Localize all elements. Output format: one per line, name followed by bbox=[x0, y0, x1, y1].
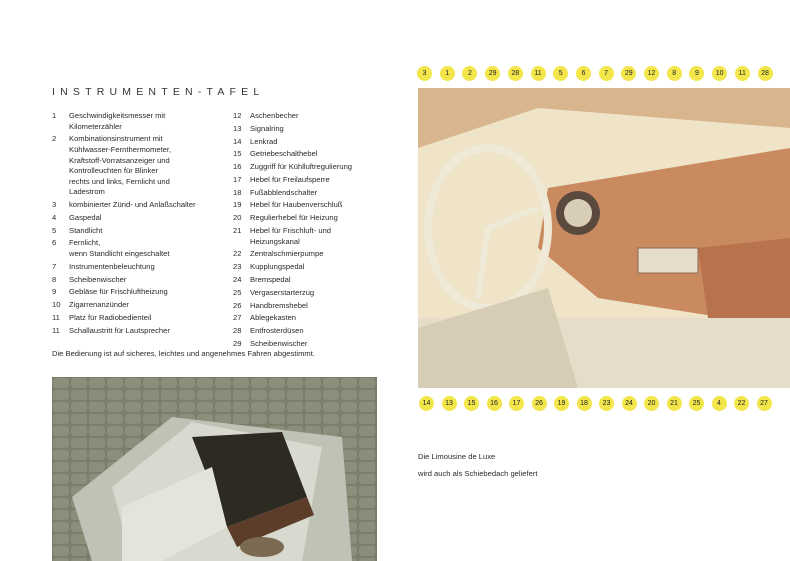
legend-text: Lenkrad bbox=[250, 136, 278, 146]
legend-number: 22 bbox=[233, 249, 242, 259]
legend-text: Signalring bbox=[250, 123, 284, 133]
callout-number: 15 bbox=[464, 396, 479, 411]
legend-number: 9 bbox=[52, 287, 57, 297]
legend-number: 26 bbox=[233, 300, 242, 310]
legend-number: 1 bbox=[52, 111, 57, 120]
legend-text: Aschenbecher bbox=[250, 111, 299, 120]
legend-number: 28 bbox=[233, 326, 242, 336]
callout-number: 8 bbox=[667, 66, 682, 81]
legend-item bbox=[52, 213, 232, 224]
callout-number: 9 bbox=[689, 66, 704, 81]
legend-number: 13 bbox=[233, 123, 242, 133]
legend-number: 17 bbox=[233, 174, 242, 184]
callout-number: 27 bbox=[757, 396, 772, 411]
legend-number: 15 bbox=[233, 149, 242, 159]
callout-number: 11 bbox=[531, 66, 546, 81]
legend-item bbox=[52, 226, 232, 237]
legend-number: 20 bbox=[233, 213, 242, 223]
legend-number: 6 bbox=[52, 238, 57, 248]
legend-text: Handbremshebel bbox=[250, 300, 308, 310]
legend-text: Instrumentenbeleuchtung bbox=[69, 261, 155, 271]
callout-number: 17 bbox=[509, 396, 524, 411]
legend-item bbox=[233, 213, 403, 224]
legend-item bbox=[52, 111, 232, 132]
legend-number: 19 bbox=[233, 200, 242, 210]
legend-number: 8 bbox=[52, 274, 57, 284]
callout-number: 18 bbox=[577, 396, 592, 411]
callout-number: 28 bbox=[508, 66, 523, 81]
legend-item bbox=[52, 238, 232, 259]
legend-item bbox=[52, 326, 232, 337]
callout-number: 14 bbox=[419, 396, 434, 411]
legend-number: 18 bbox=[233, 187, 242, 197]
legend-item bbox=[52, 287, 232, 298]
caption-line-1: Die Limousine de Luxe bbox=[418, 452, 496, 461]
legend-item bbox=[233, 124, 403, 135]
legend-number: 14 bbox=[233, 136, 242, 146]
callout-number: 1 bbox=[440, 66, 455, 81]
legend-item bbox=[233, 226, 403, 247]
legend-left-column bbox=[52, 111, 232, 339]
legend-item bbox=[233, 249, 403, 260]
caption-line-2: wird auch als Schiebedach geliefert bbox=[418, 469, 538, 478]
legend-item bbox=[52, 300, 232, 311]
callout-number: 29 bbox=[485, 66, 500, 81]
legend-text: Gaspedal bbox=[69, 212, 102, 222]
callout-number: 21 bbox=[667, 396, 682, 411]
car-sunroof-photo bbox=[52, 377, 377, 561]
legend-text: Standlicht bbox=[69, 225, 103, 235]
legend-item bbox=[233, 288, 403, 299]
legend-item bbox=[233, 188, 403, 199]
legend-text: Fußabblendschalter bbox=[250, 187, 318, 197]
legend-item bbox=[233, 262, 403, 273]
callout-number: 25 bbox=[689, 396, 704, 411]
legend-number: 25 bbox=[233, 287, 242, 297]
legend-text: Kombinationsinstrument mit Kühlwasser-Fernthermometer, Kraftstoff-Vorratsanzeiger und Kontrolleuchten für Blinker rechts und links, Fernlicht und Ladestrom bbox=[69, 134, 172, 197]
legend-item bbox=[233, 175, 403, 186]
callout-number: 24 bbox=[622, 396, 637, 411]
callout-number: 7 bbox=[599, 66, 614, 81]
legend-number: 11 bbox=[52, 325, 60, 335]
legend-text: Platz für Radiobedienteil bbox=[69, 312, 152, 322]
legend-item bbox=[233, 137, 403, 148]
legend-number: 27 bbox=[233, 313, 242, 323]
callout-number: 6 bbox=[576, 66, 591, 81]
callout-number: 26 bbox=[532, 396, 547, 411]
legend-right-column bbox=[233, 111, 403, 352]
callout-number: 12 bbox=[644, 66, 659, 81]
dashboard-photo bbox=[418, 88, 790, 388]
legend-item bbox=[233, 313, 403, 324]
legend-number: 23 bbox=[233, 262, 242, 272]
legend-item bbox=[233, 339, 403, 350]
legend-text: Geschwindigkeitsmesser mit Kilometerzähler bbox=[69, 111, 166, 131]
legend-item bbox=[233, 111, 403, 122]
callout-number: 19 bbox=[554, 396, 569, 411]
legend-item bbox=[52, 313, 232, 324]
legend-number: 24 bbox=[233, 274, 242, 284]
legend-text: Getriebeschalthebel bbox=[250, 149, 318, 159]
callout-number: 11 bbox=[735, 66, 750, 81]
legend-item bbox=[233, 162, 403, 173]
legend-text: Zigarrenanzünder bbox=[69, 300, 129, 310]
legend-text: Hebel für Frischluft- und Heizungskanal bbox=[250, 226, 332, 246]
legend-item bbox=[233, 326, 403, 337]
legend-text: Entfrosterdüsen bbox=[250, 326, 304, 336]
callout-number: 28 bbox=[758, 66, 773, 81]
legend-text: Vergaserstarterzug bbox=[250, 287, 315, 297]
legend-text: Scheibenwischer bbox=[69, 274, 127, 284]
callout-number: 16 bbox=[487, 396, 502, 411]
footnote: Die Bedienung ist auf sicheres, leichtes und angenehmes Fahren abgestimmt. bbox=[52, 349, 315, 358]
legend-number: 5 bbox=[52, 225, 57, 235]
legend-number: 16 bbox=[233, 162, 242, 172]
legend-text: Hebel für Haubenverschluß bbox=[250, 200, 343, 210]
legend-item bbox=[52, 262, 232, 273]
callout-number: 22 bbox=[734, 396, 749, 411]
legend-text: Schallaustritt für Lautsprecher bbox=[69, 325, 170, 335]
legend-text: Bremspedal bbox=[250, 274, 291, 284]
callout-number: 5 bbox=[553, 66, 568, 81]
legend-number: 12 bbox=[233, 111, 242, 120]
legend-item bbox=[233, 200, 403, 211]
legend-number: 7 bbox=[52, 261, 57, 271]
legend-item bbox=[52, 275, 232, 286]
legend-item bbox=[233, 301, 403, 312]
legend-item bbox=[52, 134, 232, 198]
legend-text: Zuggriff für Kühlluftregulierung bbox=[250, 162, 353, 172]
legend-text: Regulierhebel für Heizung bbox=[250, 213, 338, 223]
callout-number: 23 bbox=[599, 396, 614, 411]
legend-text: Fernlicht, wenn Standlicht eingeschaltet bbox=[69, 238, 170, 259]
callout-number: 3 bbox=[417, 66, 432, 81]
legend-item bbox=[233, 275, 403, 286]
legend-number: 3 bbox=[52, 200, 57, 210]
legend-number: 2 bbox=[52, 134, 57, 144]
legend-text: Gebläse für Frischluftheizung bbox=[69, 287, 168, 297]
callout-number: 4 bbox=[712, 396, 727, 411]
legend-number: 11 bbox=[52, 312, 60, 322]
legend-item bbox=[233, 149, 403, 160]
legend-text: Ablegekasten bbox=[250, 313, 297, 323]
legend-text: kombinierter Zünd- und Anlaßschalter bbox=[69, 200, 196, 210]
page-title: INSTRUMENTEN-TAFEL bbox=[52, 86, 265, 98]
callout-number: 13 bbox=[442, 396, 457, 411]
legend-text: Scheibenwischer bbox=[250, 338, 308, 348]
legend-number: 10 bbox=[52, 300, 61, 310]
callout-number: 29 bbox=[621, 66, 636, 81]
legend-item bbox=[52, 200, 232, 211]
callout-number: 20 bbox=[644, 396, 659, 411]
callout-number: 2 bbox=[462, 66, 477, 81]
legend-text: Hebel für Freilaufsperre bbox=[250, 174, 330, 184]
callout-number: 10 bbox=[712, 66, 727, 81]
legend-number: 4 bbox=[52, 212, 57, 222]
legend-text: Zentralschmierpumpe bbox=[250, 249, 324, 259]
legend-number: 21 bbox=[233, 226, 242, 236]
legend-number: 29 bbox=[233, 338, 242, 348]
legend-text: Kupplungspedal bbox=[250, 262, 305, 272]
